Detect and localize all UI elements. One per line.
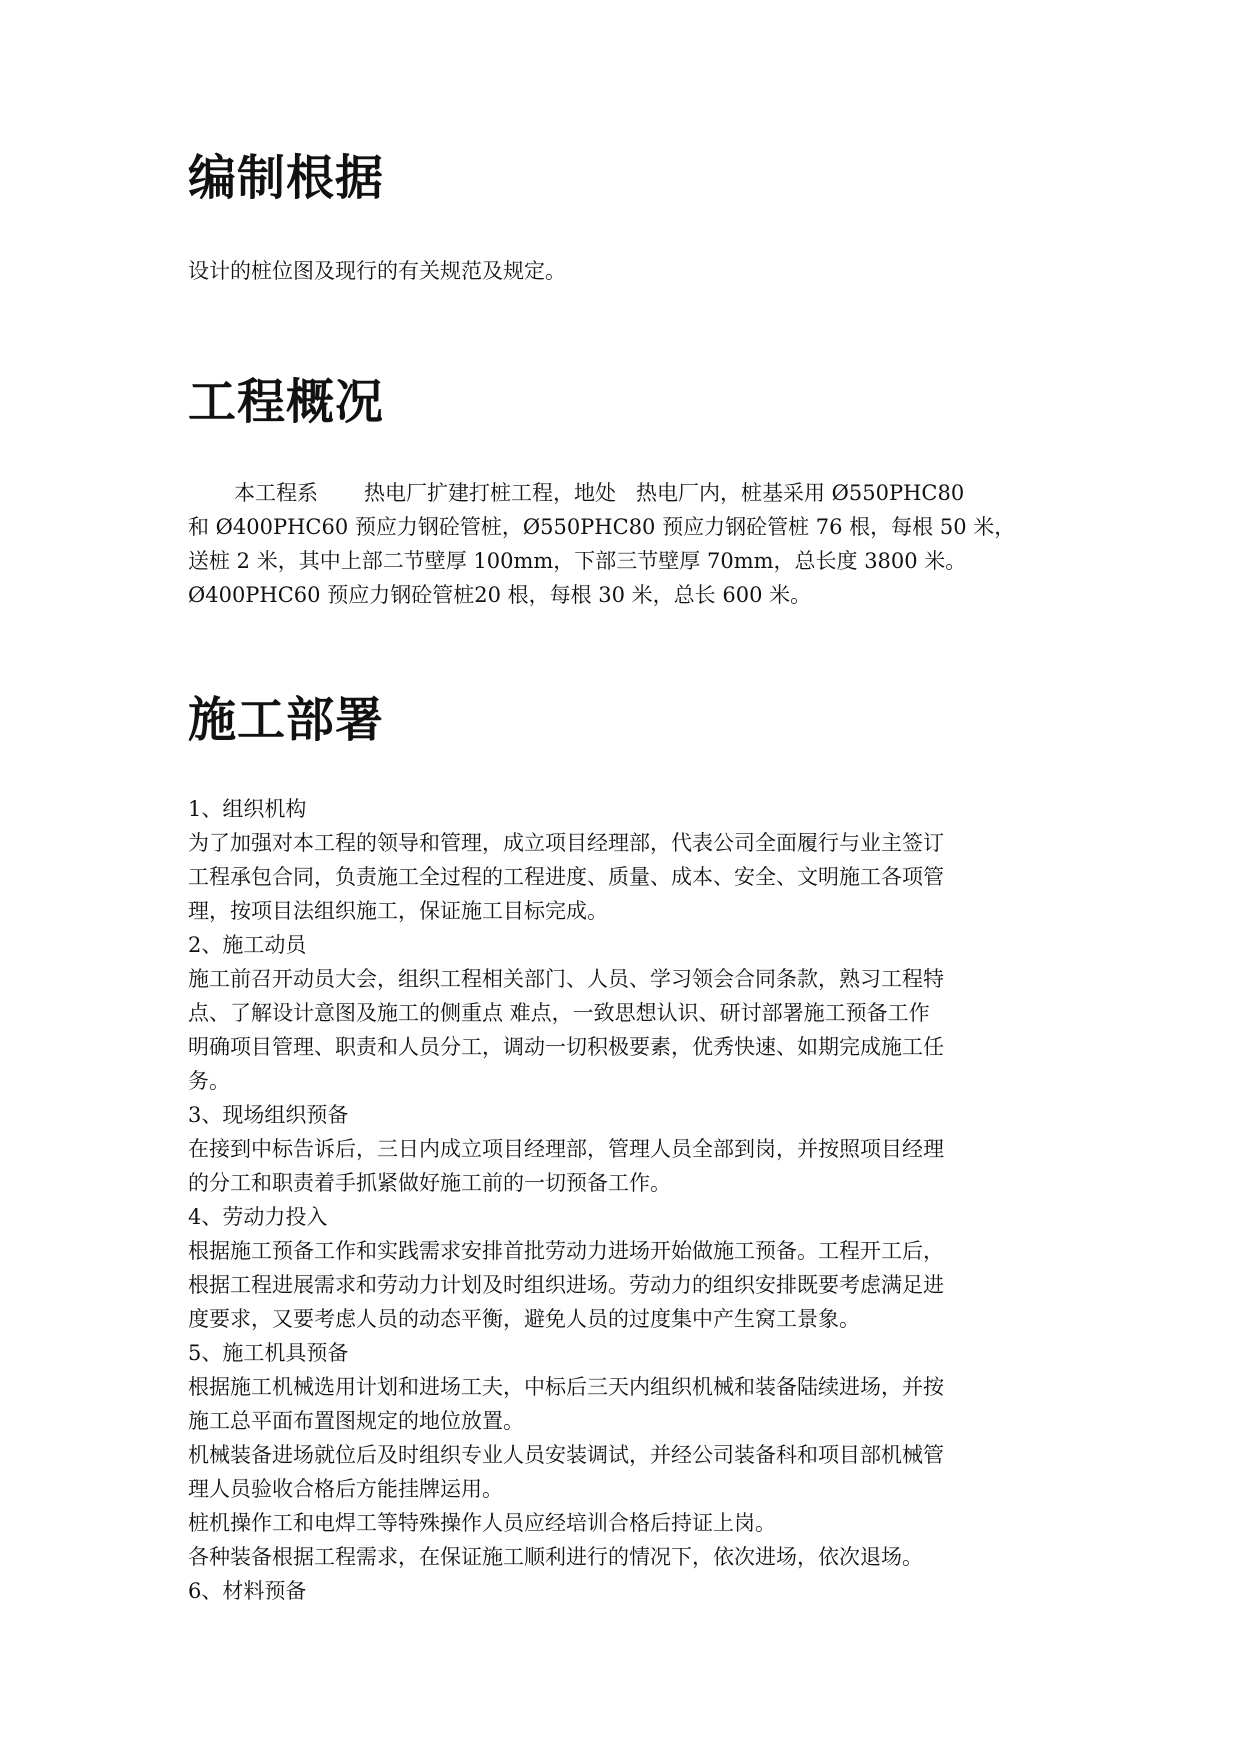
item-label-site-preparation: 3、现场组织预备 (188, 1103, 349, 1127)
item-line: 的分工和职责着手抓紧做好施工前的一切预备工作。 (188, 1171, 671, 1195)
item-label-materials: 6、材料预备 (188, 1579, 307, 1603)
item-line: 根据工程进展需求和劳动力计划及时组织进场。劳动力的组织安排既要考虑满足进 (188, 1273, 944, 1297)
item-line: 点、了解设计意图及施工的侧重点 难点，一致思想认识、研讨部署施工预备工作 (188, 1001, 930, 1025)
item-line: 工程承包合同，负责施工全过程的工程进度、质量、成本、安全、文明施工各项管 (188, 865, 944, 889)
overview-line-2: 和 Ø400PHC60 预应力钢砼管桩，Ø550PHC80 预应力钢砼管桩 76 根，每根 50 米， (188, 515, 1016, 539)
item-label-machinery: 5、施工机具预备 (188, 1341, 349, 1365)
item-line: 桩机操作工和电焊工等特殊操作人员应经培训合格后持证上岗。 (188, 1511, 776, 1535)
overview-line-3: 送桩 2 米，其中上部二节壁厚 100mm，下部三节壁厚 70mm，总长度 3800 米。 (188, 549, 967, 573)
item-line: 施工前召开动员大会，组织工程相关部门、人员、学习领会合同条款，熟习工程特 (188, 967, 944, 991)
item-label-organization: 1、组织机构 (188, 797, 307, 821)
item-line: 根据施工预备工作和实践需求安排首批劳动力进场开始做施工预备。工程开工后， (188, 1239, 944, 1263)
item-line: 为了加强对本工程的领导和管理，成立项目经理部，代表公司全面履行与业主签订 (188, 831, 944, 855)
item-label-labor: 4、劳动力投入 (188, 1205, 328, 1229)
deployment-body (188, 792, 1054, 1608)
section-title-overview: 工程概况 (188, 374, 385, 430)
item-line: 度要求，又要考虑人员的动态平衡，避免人员的过度集中产生窝工景象。 (188, 1307, 860, 1331)
item-line: 各种装备根据工程需求，在保证施工顺利进行的情况下，依次进场，依次退场。 (188, 1545, 923, 1569)
item-line: 务。 (188, 1069, 230, 1093)
overview-line-4: Ø400PHC60 预应力钢砼管桩20 根，每根 30 米，总长 600 米。 (188, 583, 812, 607)
overview-text-1c: 热电厂内，桩基采用 Ø550PHC80 (636, 481, 965, 505)
item-line: 施工总平面布置图规定的地位放置。 (188, 1409, 524, 1433)
item-line: 根据施工机械选用计划和进场工夫，中标后三天内组织机械和装备陆续进场，并按 (188, 1375, 944, 1399)
item-line: 理人员验收合格后方能挂牌运用。 (188, 1477, 503, 1501)
item-line: 在接到中标告诉后，三日内成立项目经理部，管理人员全部到岗，并按照项目经理 (188, 1137, 944, 1161)
basis-text: 设计的桩位图及现行的有关规范及规定。 (188, 259, 566, 283)
section-title-basis: 编制根据 (188, 150, 385, 206)
section-title-deployment: 施工部署 (188, 692, 385, 748)
overview-text-1a: 本工程系 (234, 481, 318, 505)
item-line: 理，按项目法组织施工，保证施工目标完成。 (188, 899, 608, 923)
item-line: 明确项目管理、职责和人员分工，调动一切积极要素，优秀快速、如期完成施工任 (188, 1035, 944, 1059)
basis-paragraph (188, 254, 1054, 288)
overview-paragraph (188, 476, 1054, 612)
item-label-mobilization: 2、施工动员 (188, 933, 307, 957)
overview-line-1 (188, 476, 1054, 510)
overview-text-1b: 热电厂扩建打桩工程，地处 (364, 481, 616, 505)
item-line: 机械装备进场就位后及时组织专业人员安装调试，并经公司装备科和项目部机械管 (188, 1443, 944, 1467)
